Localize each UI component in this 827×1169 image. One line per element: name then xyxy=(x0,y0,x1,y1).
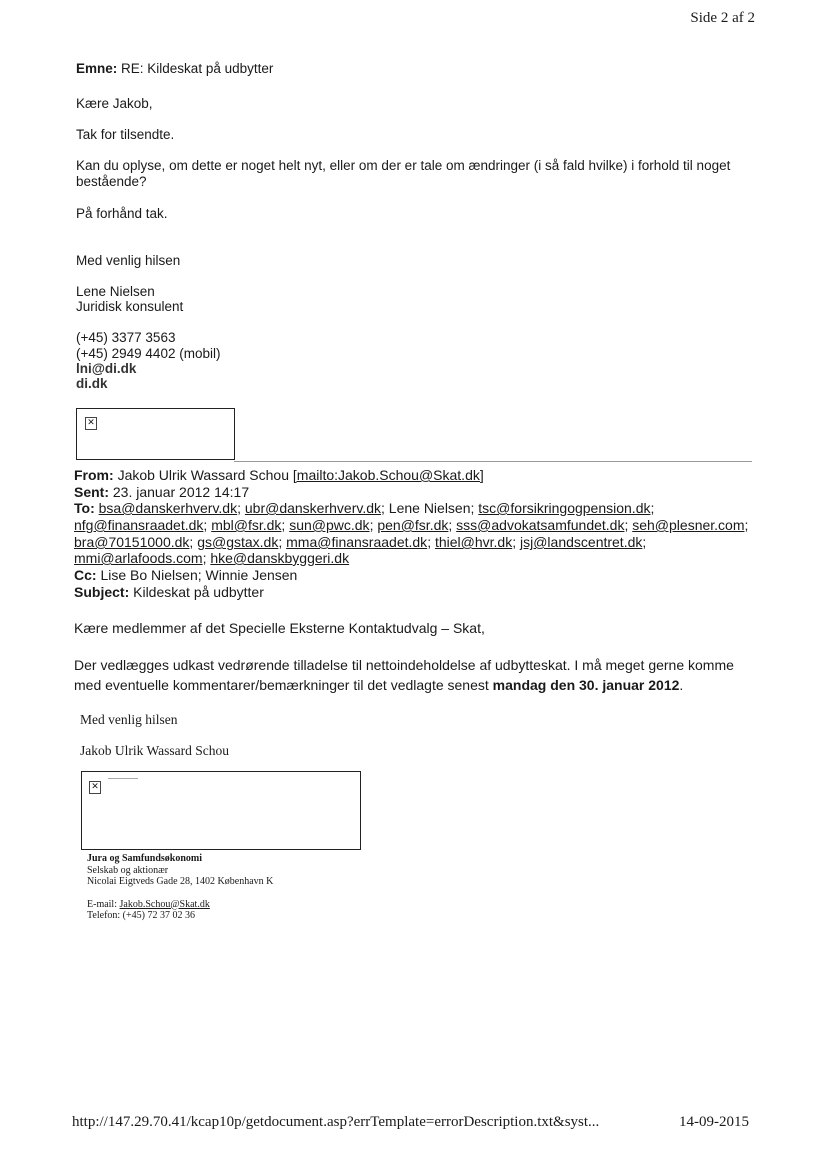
reply-subject-label: Emne: xyxy=(76,61,118,76)
skat-logo-placeholder xyxy=(81,771,361,850)
image-mark xyxy=(108,778,138,779)
recipient-email-link[interactable]: nfg@finansraadet.dk xyxy=(74,517,204,533)
sig-department: Jura og Samfundsøkonomi xyxy=(87,853,203,864)
from-label: From: xyxy=(74,467,114,483)
sig-email-link[interactable]: Jakob.Schou@Skat.dk xyxy=(119,898,210,910)
to-label: To: xyxy=(74,500,95,516)
recipient-email-link[interactable]: ubr@danskerhverv.dk xyxy=(244,500,381,516)
recipient-email-link[interactable]: tsc@forsikringogpension.dk xyxy=(478,500,651,516)
reply-thanks: Tak for tilsendte. xyxy=(76,127,175,142)
recipient-email-link[interactable]: bsa@danskerhverv.dk xyxy=(98,500,238,516)
sig-phone: Telefon: (+45) 72 37 02 36 xyxy=(87,910,195,921)
recipient-email-link[interactable]: sss@advokatsamfundet.dk xyxy=(456,517,625,533)
reply-sender-name: Lene Nielsen xyxy=(76,284,155,299)
recipient-separator: ; xyxy=(189,534,198,550)
reply-website-link[interactable]: di.dk xyxy=(76,376,108,391)
reply-question-line-1: Kan du oplyse, om dette er noget helt nyt, eller om der er tale om ændringer (i så fald hvilke) i forhold til noget xyxy=(76,158,731,173)
original-body-line-2 xyxy=(74,677,683,694)
recipient-email-link[interactable]: hke@danskbyggeri.dk xyxy=(210,550,350,566)
original-body-line-1: Der vedlægges udkast vedrørende tilladelse til nettoindeholdelse af udbytteskat. I må meget gerne komme xyxy=(74,657,734,673)
signature-block xyxy=(87,853,273,922)
reply-subject xyxy=(76,61,273,77)
original-from xyxy=(74,467,484,484)
sig-spacer xyxy=(87,888,273,899)
page-number: Side 2 af 2 xyxy=(690,10,755,26)
recipient-email-link[interactable]: thiel@hvr.dk xyxy=(434,534,513,550)
recipient-email-link[interactable]: seh@plesner.com xyxy=(632,517,745,533)
broken-image-icon: ✕ xyxy=(85,417,97,430)
recipient-separator: ; xyxy=(369,517,378,533)
recipient-separator: ; xyxy=(278,534,287,550)
from-name: Jakob Ulrik Wassard Schou xyxy=(117,467,289,483)
recipient-separator: ; xyxy=(624,517,633,533)
reply-phone: (+45) 3377 3563 xyxy=(76,330,176,345)
recipient-email-link[interactable]: mmi@arlafoods.com xyxy=(74,550,203,566)
original-to-line-4 xyxy=(74,550,349,567)
recipient-email-link[interactable]: jsj@landscentret.dk xyxy=(520,534,643,550)
original-sender-name: Jakob Ulrik Wassard Schou xyxy=(80,743,230,758)
separator-line xyxy=(234,461,752,462)
recipient-email-link[interactable]: mma@finansraadet.dk xyxy=(286,534,428,550)
recipient-separator: ; Lene Nielsen; xyxy=(381,500,479,516)
recipient-separator: ; xyxy=(281,517,290,533)
recipient-email-link[interactable]: mbl@fsr.dk xyxy=(211,517,282,533)
original-to-line-1 xyxy=(74,500,654,517)
original-to-line-3 xyxy=(74,534,646,551)
reply-regards: Med venlig hilsen xyxy=(76,253,181,268)
from-mailto-link[interactable]: [mailto:Jakob.Schou@Skat.dk] xyxy=(292,467,484,483)
sig-unit: Selskab og aktionær xyxy=(87,864,169,876)
recipient-separator: ; xyxy=(650,500,655,516)
reply-advance-thanks: På forhånd tak. xyxy=(76,206,168,221)
recipient-separator: ; xyxy=(512,534,520,550)
recipient-email-link[interactable]: sun@pwc.dk xyxy=(289,517,370,533)
body-line-2-start: med eventuelle kommentarer/bemærkninger til det vedlagte senest xyxy=(74,677,493,693)
broken-image-icon: ✕ xyxy=(89,781,101,794)
sig-address: Nicolai Eigtveds Gade 28, 1402 København K xyxy=(87,876,274,887)
recipient-separator: ; xyxy=(448,517,457,533)
recipient-separator: ; xyxy=(203,517,212,533)
recipient-email-link[interactable]: gs@gstax.dk xyxy=(197,534,279,550)
footer-url: http://147.29.70.41/kcap10p/getdocument.asp?errTemplate=errorDescription.txt&syst... xyxy=(72,1114,600,1130)
reply-subject-value: RE: Kildeskat på udbytter xyxy=(121,61,274,76)
reply-question-line-2: bestående? xyxy=(76,174,147,189)
original-regards: Med venlig hilsen xyxy=(80,712,178,727)
recipient-separator: ; xyxy=(237,500,245,516)
cc-value: Lise Bo Nielsen; Winnie Jensen xyxy=(100,567,298,583)
reply-mobile: (+45) 2949 4402 (mobil) xyxy=(76,346,221,361)
subject-label: Subject: xyxy=(74,584,130,600)
recipient-separator: ; xyxy=(744,517,749,533)
reply-email-link[interactable]: lni@di.dk xyxy=(76,361,137,376)
reply-greeting: Kære Jakob, xyxy=(76,96,153,111)
original-sent xyxy=(74,484,249,501)
sent-label: Sent: xyxy=(74,484,109,500)
sig-email-label: E-mail: xyxy=(87,898,120,910)
sent-value: 23. januar 2012 14:17 xyxy=(112,484,250,500)
cc-label: Cc: xyxy=(74,567,97,583)
recipient-email-link[interactable]: pen@fsr.dk xyxy=(377,517,449,533)
logo-image-placeholder xyxy=(76,408,235,460)
recipient-separator: ; xyxy=(427,534,435,550)
sig-email-line xyxy=(87,899,273,911)
to-recipients-1 xyxy=(99,500,655,516)
recipient-email-link[interactable]: bra@70151000.dk xyxy=(74,534,190,550)
body-line-2-end: . xyxy=(679,677,684,693)
original-cc xyxy=(74,567,297,584)
original-subject xyxy=(74,584,264,601)
recipient-separator: ; xyxy=(642,534,647,550)
deadline-date: mandag den 30. januar 2012 xyxy=(492,677,680,693)
original-to-line-2 xyxy=(74,517,748,534)
footer-date: 14-09-2015 xyxy=(679,1114,749,1130)
original-greeting: Kære medlemmer af det Specielle Eksterne Kontaktudvalg – Skat, xyxy=(74,620,485,636)
subject-value: Kildeskat på udbytter xyxy=(133,584,264,600)
reply-sender-title: Juridisk konsulent xyxy=(76,299,184,314)
recipient-separator: ; xyxy=(202,550,211,566)
